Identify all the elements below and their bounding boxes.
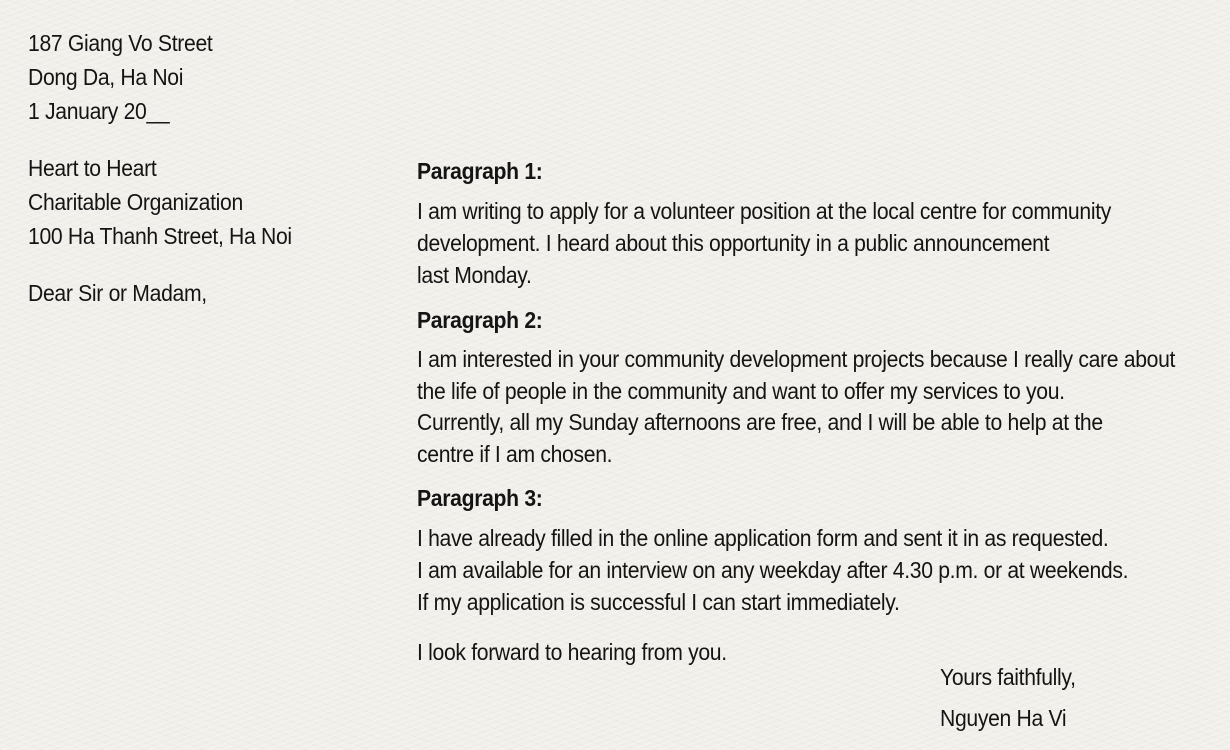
sender-address-line-1: 187 Giang Vo Street <box>28 30 213 56</box>
paragraph-1-heading: Paragraph 1: <box>417 158 543 184</box>
paragraph-2-line: centre if I am chosen. <box>417 441 613 467</box>
paragraph-3-line: I have already filled in the online application form and sent it in as requested. <box>417 525 1109 551</box>
paragraph-2-heading: Paragraph 2: <box>417 307 543 333</box>
paragraph-3-line: I am available for an interview on any weekday after 4.30 p.m. or at weekends. <box>417 557 1129 583</box>
paragraph-2-line: the life of people in the community and want to offer my services to you. <box>417 378 1065 404</box>
recipient-address: 100 Ha Thanh Street, Ha Noi <box>28 223 292 249</box>
paragraph-2-line: Currently, all my Sunday afternoons are free, and I will be able to help at the <box>417 409 1103 435</box>
signature-name: Nguyen Ha Vi <box>940 705 1067 731</box>
paragraph-2-line: I am interested in your community development projects because I really care about <box>417 346 1176 372</box>
paragraph-3-line: If my application is successful I can start immediately. <box>417 589 900 615</box>
sign-off: Yours faithfully, <box>940 664 1076 690</box>
paragraph-1-line: I am writing to apply for a volunteer position at the local centre for community <box>417 198 1112 224</box>
letter-date: 1 January 20__ <box>28 98 170 124</box>
paragraph-3-heading: Paragraph 3: <box>417 485 543 511</box>
paragraph-1-line: last Monday. <box>417 262 532 288</box>
closing-sentence: I look forward to hearing from you. <box>417 639 727 665</box>
recipient-name-line-1: Heart to Heart <box>28 155 157 181</box>
paragraph-1-line: development. I heard about this opportunity in a public announcement <box>417 230 1050 256</box>
salutation: Dear Sir or Madam, <box>28 280 207 306</box>
sender-address-line-2: Dong Da, Ha Noi <box>28 64 184 90</box>
recipient-name-line-2: Charitable Organization <box>28 189 243 215</box>
